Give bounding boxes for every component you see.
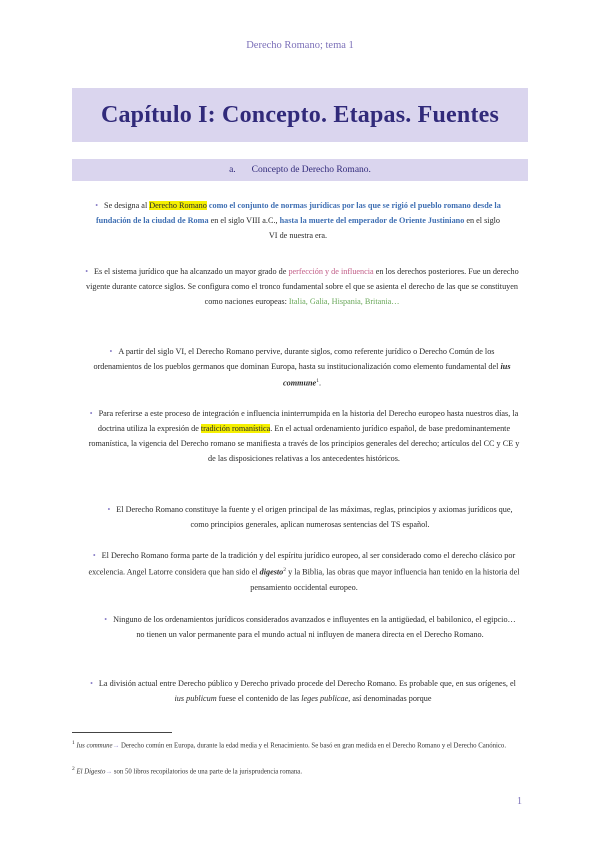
chapter-title-box xyxy=(72,88,528,142)
text: El Derecho Romano forma parte de la tradición y del espíritu jurídico europeo, al ser considerado como el derecho clásico por excelencia. Angel Latorre considera que han sido el xyxy=(88,551,516,577)
text: en el siglo VI de nuestra era. xyxy=(268,216,501,240)
text: . En el actual ordenamiento jurídico español, de base predominantemente romanística, la vigencia del Derecho romano se manifiesta a través de los principios generales del derecho; artículos del CC y CE y de las disposiciones relativas a los antecedentes históricos. xyxy=(88,424,520,463)
text: A partir del siglo VI, el Derecho Romano pervive, durante siglos, como referente jurídico o Derecho Común de los ordenamientos de los pueblos germanos que dominan Europa, hasta su institucionalización como elemento fundamental del xyxy=(93,347,501,371)
footnote-divider xyxy=(72,732,172,733)
paragraph-4 xyxy=(84,406,524,466)
footnote-2 xyxy=(72,764,528,777)
highlight-derecho-romano: Derecho Romano xyxy=(149,201,207,210)
highlight-tradicion: tradición romanística xyxy=(200,424,271,433)
chapter-title: Capítulo I: Concepto. Etapas. Fuentes xyxy=(100,101,500,128)
text: . xyxy=(318,378,321,388)
paragraph-7 xyxy=(100,612,520,642)
perfection-text: perfección y de influencia xyxy=(288,267,374,276)
footnote-ref-1[interactable]: 1 xyxy=(316,378,319,384)
footnote-text: son 50 libros recopilatorios de una parte de la jurisprudencia romana. xyxy=(112,768,303,776)
paragraph-8 xyxy=(88,676,518,706)
bullet-icon: • xyxy=(92,551,96,560)
bullet-icon: • xyxy=(109,347,113,356)
subsection-heading xyxy=(72,159,528,181)
footnote-text: Derecho común en Europa, durante la edad media y el Renacimiento. Se basó en gran medida en el Derecho Romano y el Derecho Canónico. xyxy=(119,742,507,750)
running-header: Derecho Romano; tema 1 xyxy=(246,40,354,51)
bullet-icon: • xyxy=(107,505,111,514)
text: Para referirse a este proceso de integración e influencia ininterrumpida en la historia del Derecho europeo hasta nuestros días, la doctrina utiliza la expresión de xyxy=(97,409,519,433)
footnote-term: Ius commune xyxy=(76,742,113,750)
text: y la Biblia, las obras que mayor influencia han tenido en la historia del pensamiento occidental europeo. xyxy=(250,567,520,592)
definition-text: como el conjunto de normas jurídicas por las que se rigió el pueblo romano desde la fundación de la ciudad de Roma xyxy=(95,201,501,225)
bullet-icon: • xyxy=(95,201,99,210)
arrow-icon: → xyxy=(112,742,120,750)
text: Es el sistema jurídico que ha alcanzado un mayor grado de xyxy=(94,267,289,276)
paragraph-6 xyxy=(82,548,526,595)
footnote-number: 2 xyxy=(72,766,75,772)
text: Se designa al xyxy=(104,201,150,210)
paragraph-2 xyxy=(82,264,522,309)
nations-list: Italia, Galia, Hispania, Britania… xyxy=(288,297,400,306)
footnote-number: 1 xyxy=(72,740,75,746)
bullet-icon: • xyxy=(90,679,93,688)
text: fuese el contenido de las xyxy=(216,694,302,703)
text: en los derechos posteriores. Fue un derecho vigente durante catorce siglos. Se configura como el tronco fundamental sobre el que se asienta el derecho de las que se constituyen como naciones europeas: xyxy=(86,267,519,306)
text: Ninguno de los ordenamientos jurídicos considerados avanzados e influyentes en la antigüedad, el babilonico, el egipcio… no tienen un valor permanente para el mundo actual ni influyen de manera directa en el Derecho Romano. xyxy=(113,615,516,639)
footnote-1 xyxy=(72,738,528,751)
bullet-icon: • xyxy=(85,267,89,276)
paragraph-3 xyxy=(92,344,512,391)
bullet-icon: • xyxy=(89,409,93,418)
footnote-term: El Digesto xyxy=(76,768,106,776)
subsection-number: a. xyxy=(229,165,236,175)
paragraph-1 xyxy=(92,198,504,243)
footnote-ref-2[interactable]: 2 xyxy=(283,567,287,573)
page-number: 1 xyxy=(517,796,522,807)
ius-commune-term: ius commune xyxy=(282,362,511,388)
digesto-term: digesto xyxy=(259,567,284,577)
ius-publicum-term: ius publicum xyxy=(174,694,217,703)
subsection-label: Concepto de Derecho Romano. xyxy=(251,165,371,175)
definition-end-text: hasta la muerte del emperador de Oriente Justiniano xyxy=(279,216,465,225)
arrow-icon: → xyxy=(105,768,113,776)
bullet-icon: • xyxy=(104,615,108,624)
leges-publicae-term: leges publicae xyxy=(301,694,349,703)
text: , así denominadas porque xyxy=(348,694,432,703)
paragraph-5 xyxy=(100,502,520,532)
text: La división actual entre Derecho público y Derecho privado procede del Derecho Romano. Es probable que, en sus orígenes, el xyxy=(98,679,516,688)
text: El Derecho Romano constituye la fuente y el origen principal de las máximas, reglas, principios y axiomas jurídicos que, como principios generales, aplican numerosas sentencias del TS español. xyxy=(116,505,513,529)
text: en el siglo VIII a.C., xyxy=(208,216,280,225)
